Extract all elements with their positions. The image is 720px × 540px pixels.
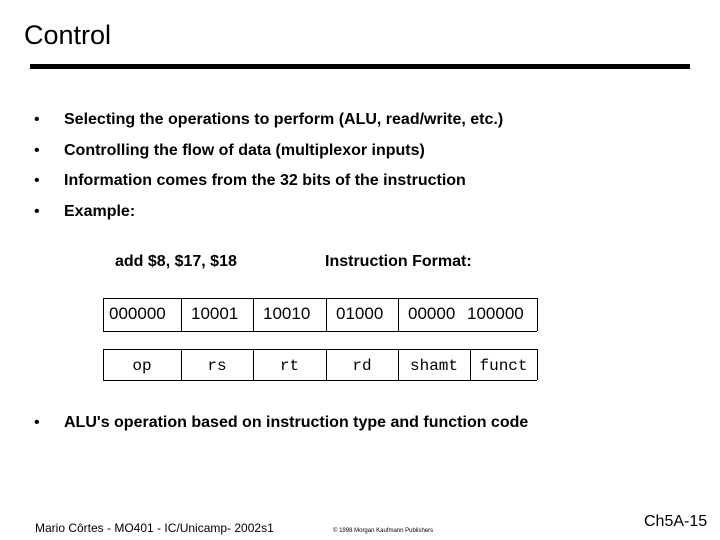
field-rs: rs	[207, 357, 227, 375]
bullet-text: Controlling the flow of data (multiplexor inputs)	[64, 142, 425, 159]
format-mid-border	[103, 331, 537, 332]
bullet-text: Example:	[64, 203, 136, 220]
format-divider	[253, 298, 254, 331]
field-rt: rt	[279, 357, 300, 375]
format-divider	[537, 349, 538, 380]
format-top-border	[103, 298, 537, 299]
bits-op: 000000	[109, 304, 166, 323]
format-divider	[326, 298, 327, 331]
bullet-dot: •	[34, 172, 40, 189]
field-rd: rd	[352, 357, 372, 375]
format-divider	[398, 298, 399, 331]
bullet-dot: •	[34, 142, 40, 159]
bullet-text: Information comes from the 32 bits of the instruction	[64, 172, 466, 189]
bullet-dot: •	[34, 111, 40, 128]
format-bottom-border	[103, 380, 537, 381]
format-field-top-border	[103, 349, 537, 350]
format-divider	[103, 298, 104, 331]
bits-shamt: 00000	[408, 304, 456, 323]
slide-number: Ch5A-15	[644, 513, 708, 530]
bits-funct: 100000	[467, 304, 524, 323]
bullet-dot: •	[34, 203, 40, 220]
format-divider	[537, 298, 538, 331]
example-instruction: add $8, $17, $18	[115, 253, 237, 270]
slide-title: Control	[24, 20, 112, 50]
field-shamt: shamt	[409, 357, 458, 375]
bits-rd: 01000	[336, 304, 384, 323]
bits-rt: 10010	[263, 304, 311, 323]
format-divider	[181, 298, 182, 331]
bullet-dot: •	[34, 414, 40, 431]
bullet-text: Selecting the operations to perform (ALU, read/write, etc.)	[64, 111, 504, 128]
footer-author: Mario Côrtes - MO401 - IC/Unicamp- 2002s1	[35, 521, 274, 535]
instruction-format-label: Instruction Format:	[325, 253, 472, 270]
field-op: op	[132, 357, 152, 375]
bullet-text: ALU's operation based on instruction type and function code	[64, 414, 529, 431]
title-divider	[30, 64, 690, 69]
bits-rs: 10001	[191, 304, 239, 323]
field-funct: funct	[479, 357, 528, 375]
footer-copyright: © 1998 Morgan Kaufmann Publishers	[333, 528, 434, 534]
